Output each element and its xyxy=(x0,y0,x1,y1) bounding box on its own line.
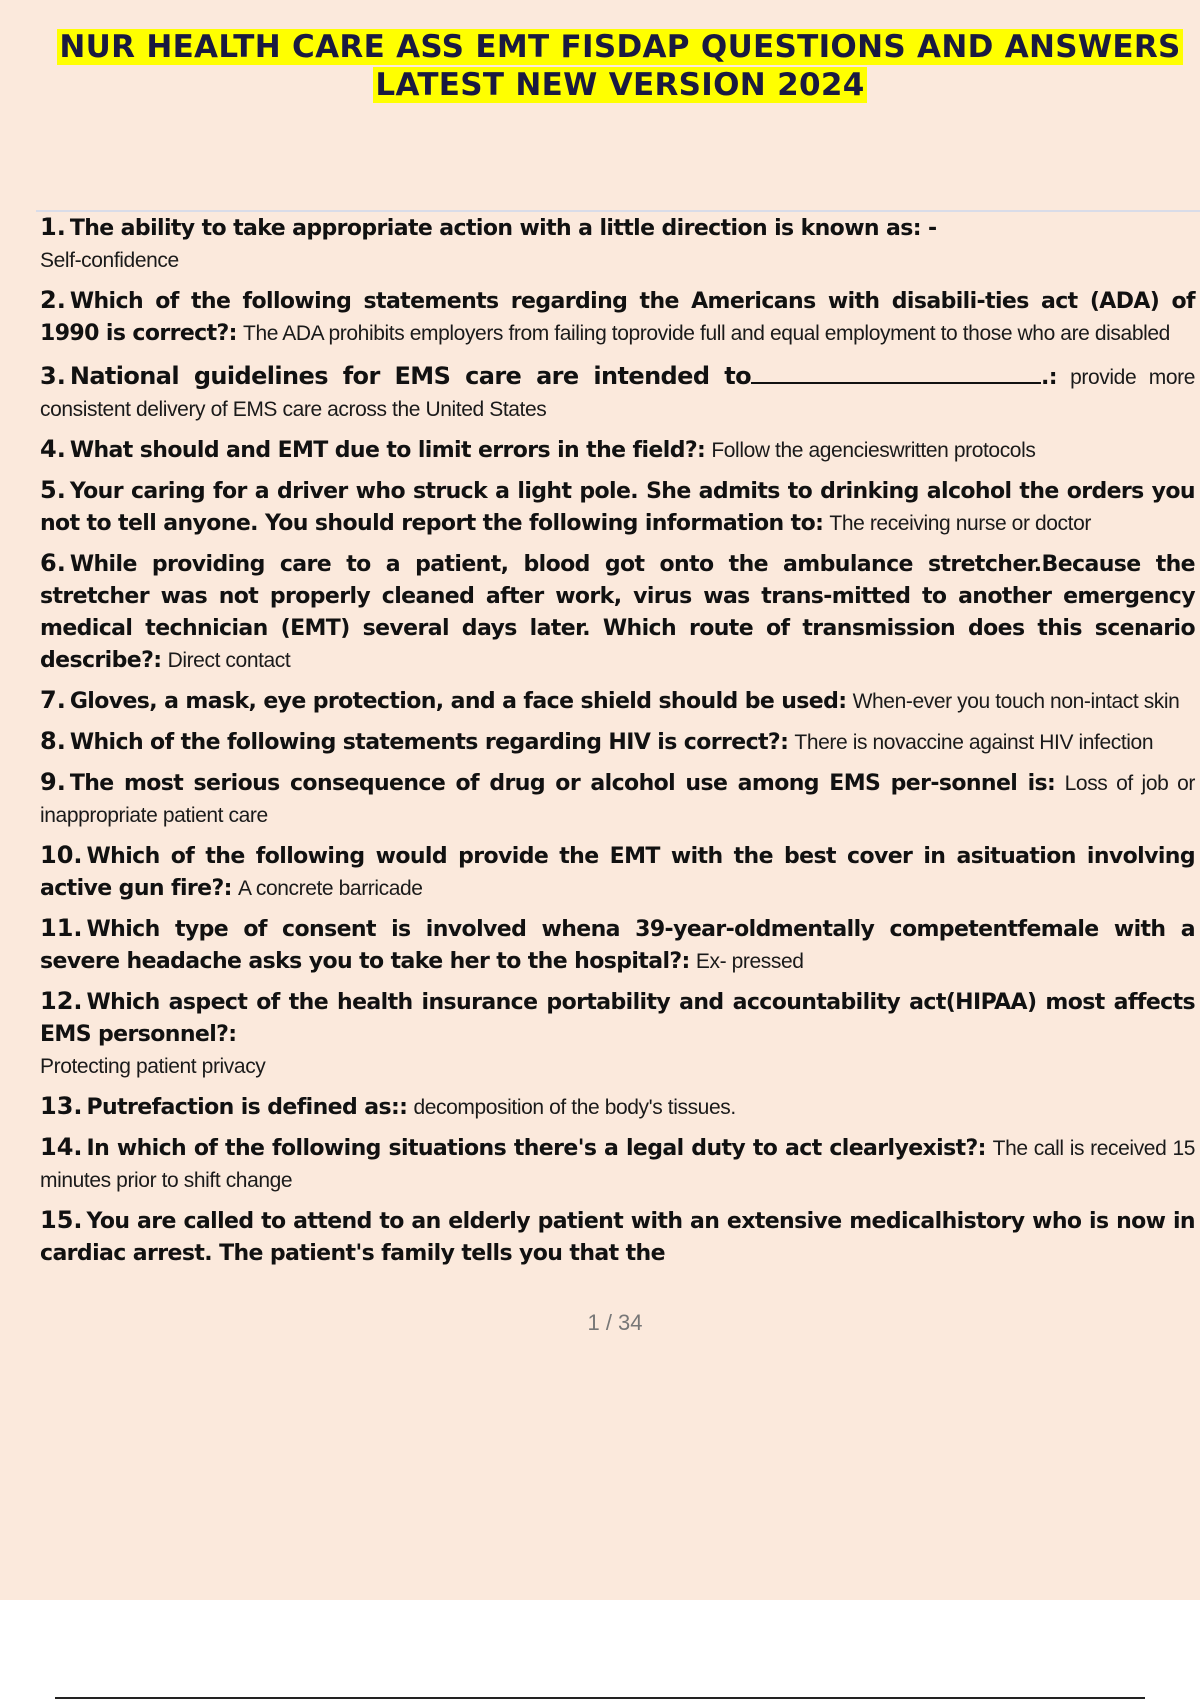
qa-number: 8. xyxy=(40,727,66,755)
qa-item-3 xyxy=(40,358,1195,425)
qa-question: Putrefaction is defined as:: xyxy=(86,1095,408,1120)
qa-number: 14. xyxy=(40,1133,83,1161)
qa-item-9 xyxy=(40,767,1195,831)
qa-question: What should and EMT due to limit errors in the field?: xyxy=(69,438,706,463)
qa-item-14 xyxy=(40,1132,1195,1196)
fill-in-blank xyxy=(751,358,1041,384)
title-line-1: NUR HEALTH CARE ASS EMT FISDAP QUESTIONS AND ANSWERS xyxy=(59,29,1181,65)
qa-answer: A concrete barricade xyxy=(237,877,423,900)
qa-answer: Protecting patient privacy xyxy=(40,1055,266,1078)
qa-number: 12. xyxy=(40,987,83,1015)
qa-answer: provide more consistent delivery of EMS care across the United States xyxy=(40,366,1195,421)
qa-item-1 xyxy=(40,212,1195,276)
qa-number: 1. xyxy=(40,213,66,241)
qa-item-4 xyxy=(40,434,1195,466)
qa-item-10 xyxy=(40,840,1195,904)
qa-question: Which of the following statements regarding the Americans with disabili-ties act (ADA) of 1990 is correct?: xyxy=(40,289,1195,346)
qa-question: Gloves, a mask, eye protection, and a face shield should be used: xyxy=(69,689,847,714)
qa-item-5 xyxy=(40,475,1195,539)
qa-number: 3. xyxy=(40,362,66,390)
qa-number: 13. xyxy=(40,1092,83,1120)
qa-answer: Self-confidence xyxy=(40,249,179,272)
qa-answer: Ex- pressed xyxy=(695,950,804,973)
qa-question: Which type of consent is involved whena 39-year-oldmentally competentfemale with a severe headache asks you to take her to the hospital?: xyxy=(40,917,1195,974)
qa-item-6 xyxy=(40,548,1195,676)
qa-list xyxy=(40,212,1195,1269)
qa-number: 7. xyxy=(40,686,66,714)
qa-item-13 xyxy=(40,1091,1195,1123)
qa-answer: When-ever you touch non-intact skin xyxy=(852,690,1180,713)
qa-question: Your caring for a driver who struck a light pole. She admits to drinking alcohol the orders you not to tell anyone. You should report the following information to: xyxy=(40,479,1195,536)
title-line-2: LATEST NEW VERSION 2024 xyxy=(375,67,865,103)
bottom-divider xyxy=(55,1697,1145,1699)
qa-question: Which aspect of the health insurance portability and accountability act(HIPAA) most affects EMS personnel?: xyxy=(40,990,1195,1047)
qa-question: In which of the following situations there's a legal duty to act clearlyexist?: xyxy=(86,1136,986,1161)
qa-item-11 xyxy=(40,913,1195,977)
qa-answer: There is novaccine against HIV infection xyxy=(794,731,1154,754)
qa-answer: The call is received 15 minutes prior to shift change xyxy=(40,1137,1195,1192)
qa-number: 11. xyxy=(40,914,83,942)
qa-number: 6. xyxy=(40,549,66,577)
qa-item-2 xyxy=(40,285,1195,349)
qa-answer: Follow the agencieswritten protocols xyxy=(711,439,1036,462)
qa-question: While providing care to a patient, blood got onto the ambulance stretcher.Because the stretcher was not properly cleaned after work, virus was trans-mitted to another emergency medical technician (EMT) several days later. Which route of transmission does this scenario describe?: xyxy=(40,552,1195,673)
qa-number: 4. xyxy=(40,435,66,463)
qa-question: The most serious consequence of drug or alcohol use among EMS per-sonnel is: xyxy=(69,771,1056,796)
qa-item-12 xyxy=(40,986,1195,1082)
qa-answer: The ADA prohibits employers from failing toprovide full and equal employment to those who are disabled xyxy=(243,322,1170,345)
qa-number: 5. xyxy=(40,476,66,504)
qa-number: 10. xyxy=(40,841,83,869)
page-number: 1 / 34 xyxy=(587,1310,643,1335)
qa-question: You are called to attend to an elderly patient with an extensive medicalhistory who is now in cardiac arrest. The patient's family tells you that the xyxy=(40,1209,1195,1266)
qa-number: 9. xyxy=(40,768,66,796)
qa-question: National guidelines for EMS care are intended to xyxy=(69,362,751,390)
qa-question: Which of the following would provide the EMT with the best cover in asituation involving active gun fire?: xyxy=(40,844,1195,901)
qa-question-suffix: .: xyxy=(1041,365,1057,390)
qa-answer: Loss of job or inappropriate patient care xyxy=(40,772,1195,827)
document-title xyxy=(40,28,1200,104)
qa-question: Which of the following statements regarding HIV is correct?: xyxy=(69,730,789,755)
qa-item-15 xyxy=(40,1205,1195,1269)
qa-answer: The receiving nurse or doctor xyxy=(829,512,1091,535)
qa-number: 2. xyxy=(40,286,66,314)
qa-question: The ability to take appropriate action with a little direction is known as: - xyxy=(69,216,937,241)
qa-answer: decomposition of the body's tissues. xyxy=(413,1096,736,1119)
qa-item-8 xyxy=(40,726,1195,758)
qa-answer: Direct contact xyxy=(167,649,291,672)
qa-item-7 xyxy=(40,685,1195,717)
qa-number: 15. xyxy=(40,1206,83,1234)
